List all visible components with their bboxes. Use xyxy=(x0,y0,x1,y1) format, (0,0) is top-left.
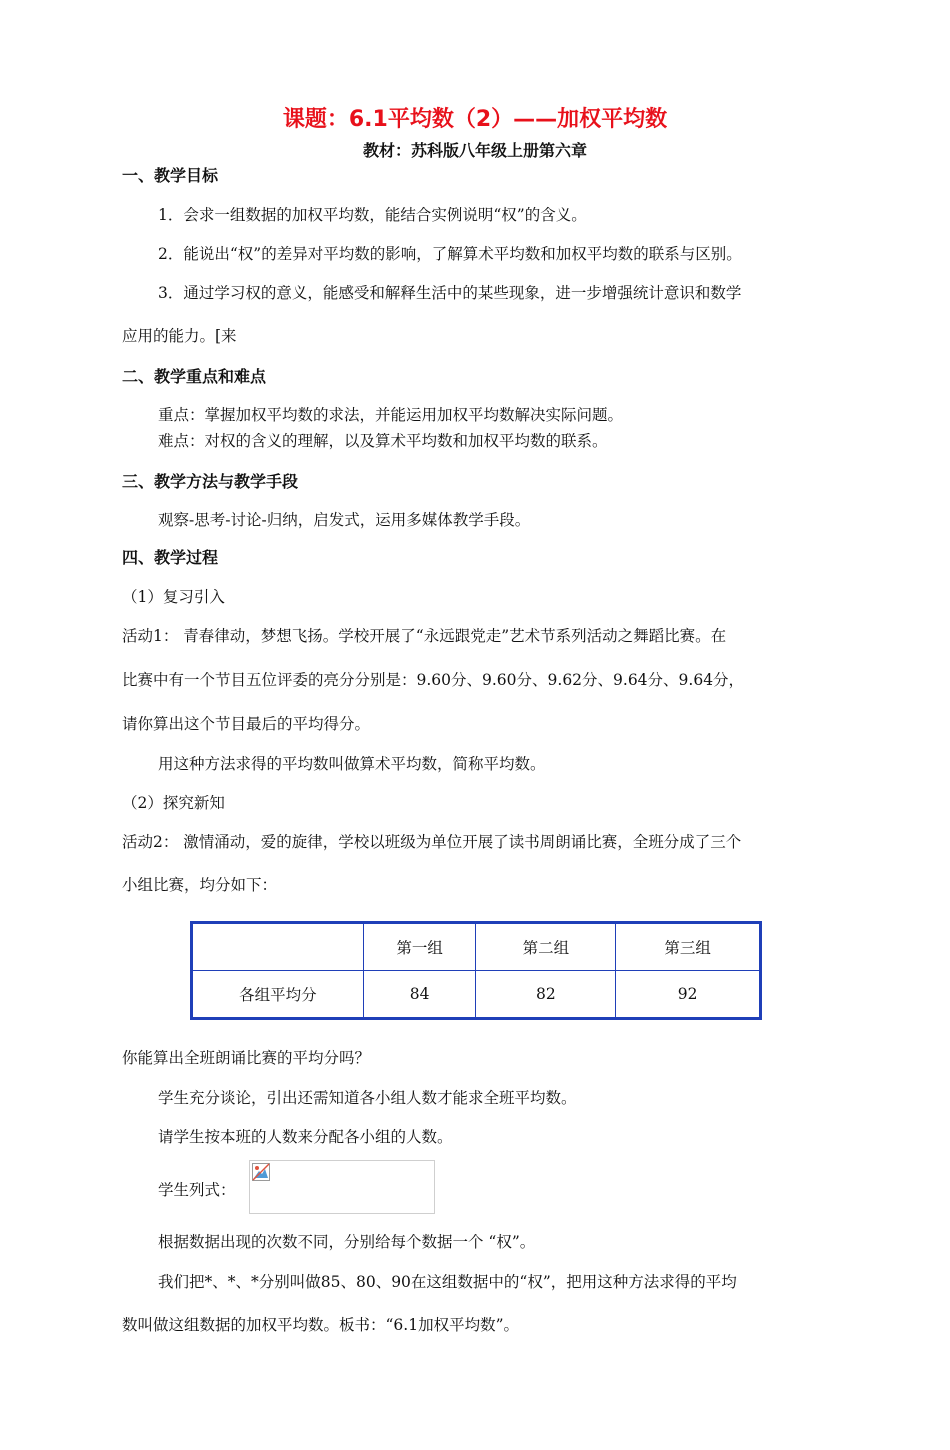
table-corner-cell xyxy=(192,923,364,971)
table-header-group-1: 第一组 xyxy=(363,923,476,971)
teaching-line-2: 请学生按本班的人数来分配各小组的人数。 xyxy=(158,1128,453,1146)
section-methods-heading: 三、教学方法与教学手段 xyxy=(122,472,299,491)
methods-text: 观察-思考-讨论-归纳，启发式，运用多媒体教学手段。 xyxy=(158,511,531,529)
table-cell-group-2: 82 xyxy=(476,971,616,1019)
group-scores-table xyxy=(190,921,762,1020)
activity-1-line-1: 活动1： 青春律动，梦想飞扬。学校开展了“永远跟党走”艺术节系列活动之舞蹈比赛。在 xyxy=(122,627,727,645)
lesson-title: 课题：6.1平均数（2）——加权平均数 xyxy=(282,107,668,132)
table-cell-group-3: 92 xyxy=(616,971,761,1019)
table-row-label: 各组平均分 xyxy=(192,971,364,1019)
textbook-subtitle: 教材：苏科版八年级上册第六章 xyxy=(362,141,587,160)
student-formula-label: 学生列式： xyxy=(158,1181,236,1199)
part-review-intro: （1）复习引入 xyxy=(122,588,225,606)
objective-2: 2．能说出“权”的差异对平均数的影响，了解算术平均数和加权平均数的联系与区别。 xyxy=(158,245,742,263)
broken-image-icon xyxy=(252,1163,270,1181)
activity-2-line-2: 小组比赛，均分如下： xyxy=(122,876,278,894)
activity-1-line-2: 比赛中有一个节目五位评委的亮分分别是：9.60分、9.60分、9.62分、9.64分、9.64分， xyxy=(122,671,745,689)
objective-1: 1．会求一组数据的加权平均数，能结合实例说明“权”的含义。 xyxy=(158,206,587,224)
table-header-group-3: 第三组 xyxy=(616,923,761,971)
activity-2-line-1: 活动2： 激情涌动，爱的旋律，学校以班级为单位开展了读书周朗诵比赛，全班分成了三个 xyxy=(122,833,742,851)
objective-3: 3．通过学习权的意义，能感受和解释生活中的某些现象，进一步增强统计意识和数学 xyxy=(158,284,742,302)
key-point: 重点：掌握加权平均数的求法，并能运用加权平均数解决实际问题。 xyxy=(158,406,624,424)
activity-1-line-3: 请你算出这个节目最后的平均得分。 xyxy=(122,715,371,733)
table-header-group-2: 第二组 xyxy=(476,923,616,971)
part-explore-new: （2）探究新知 xyxy=(122,794,225,812)
difficult-point: 难点：对权的含义的理解，以及算术平均数和加权平均数的联系。 xyxy=(158,432,608,450)
objective-3-continued: 应用的能力。[来 xyxy=(122,327,237,345)
question-text: 你能算出全班朗诵比赛的平均分吗？ xyxy=(122,1049,371,1067)
table-header-row xyxy=(192,923,761,971)
table-row xyxy=(192,971,761,1019)
formula-image-placeholder xyxy=(249,1160,435,1214)
section-key-points-heading: 二、教学重点和难点 xyxy=(122,367,267,386)
table-cell-group-1: 84 xyxy=(363,971,476,1019)
teaching-line-5a: 我们把*、*、*分别叫做85、80、90在这组数据中的“权”，把用这种方法求得的平均 xyxy=(158,1273,737,1291)
teaching-line-4: 根据数据出现的次数不同，分别给每个数据一个 “权”。 xyxy=(158,1233,536,1251)
teaching-line-1: 学生充分谈论，引出还需知道各小组人数才能求全班平均数。 xyxy=(158,1089,577,1107)
teaching-line-5b: 数叫做这组数据的加权平均数。板书：“6.1加权平均数”。 xyxy=(122,1316,519,1334)
section-process-heading: 四、教学过程 xyxy=(122,548,219,567)
section-objectives-heading: 一、教学目标 xyxy=(122,166,219,185)
arithmetic-mean-note: 用这种方法求得的平均数叫做算术平均数，简称平均数。 xyxy=(158,755,546,773)
